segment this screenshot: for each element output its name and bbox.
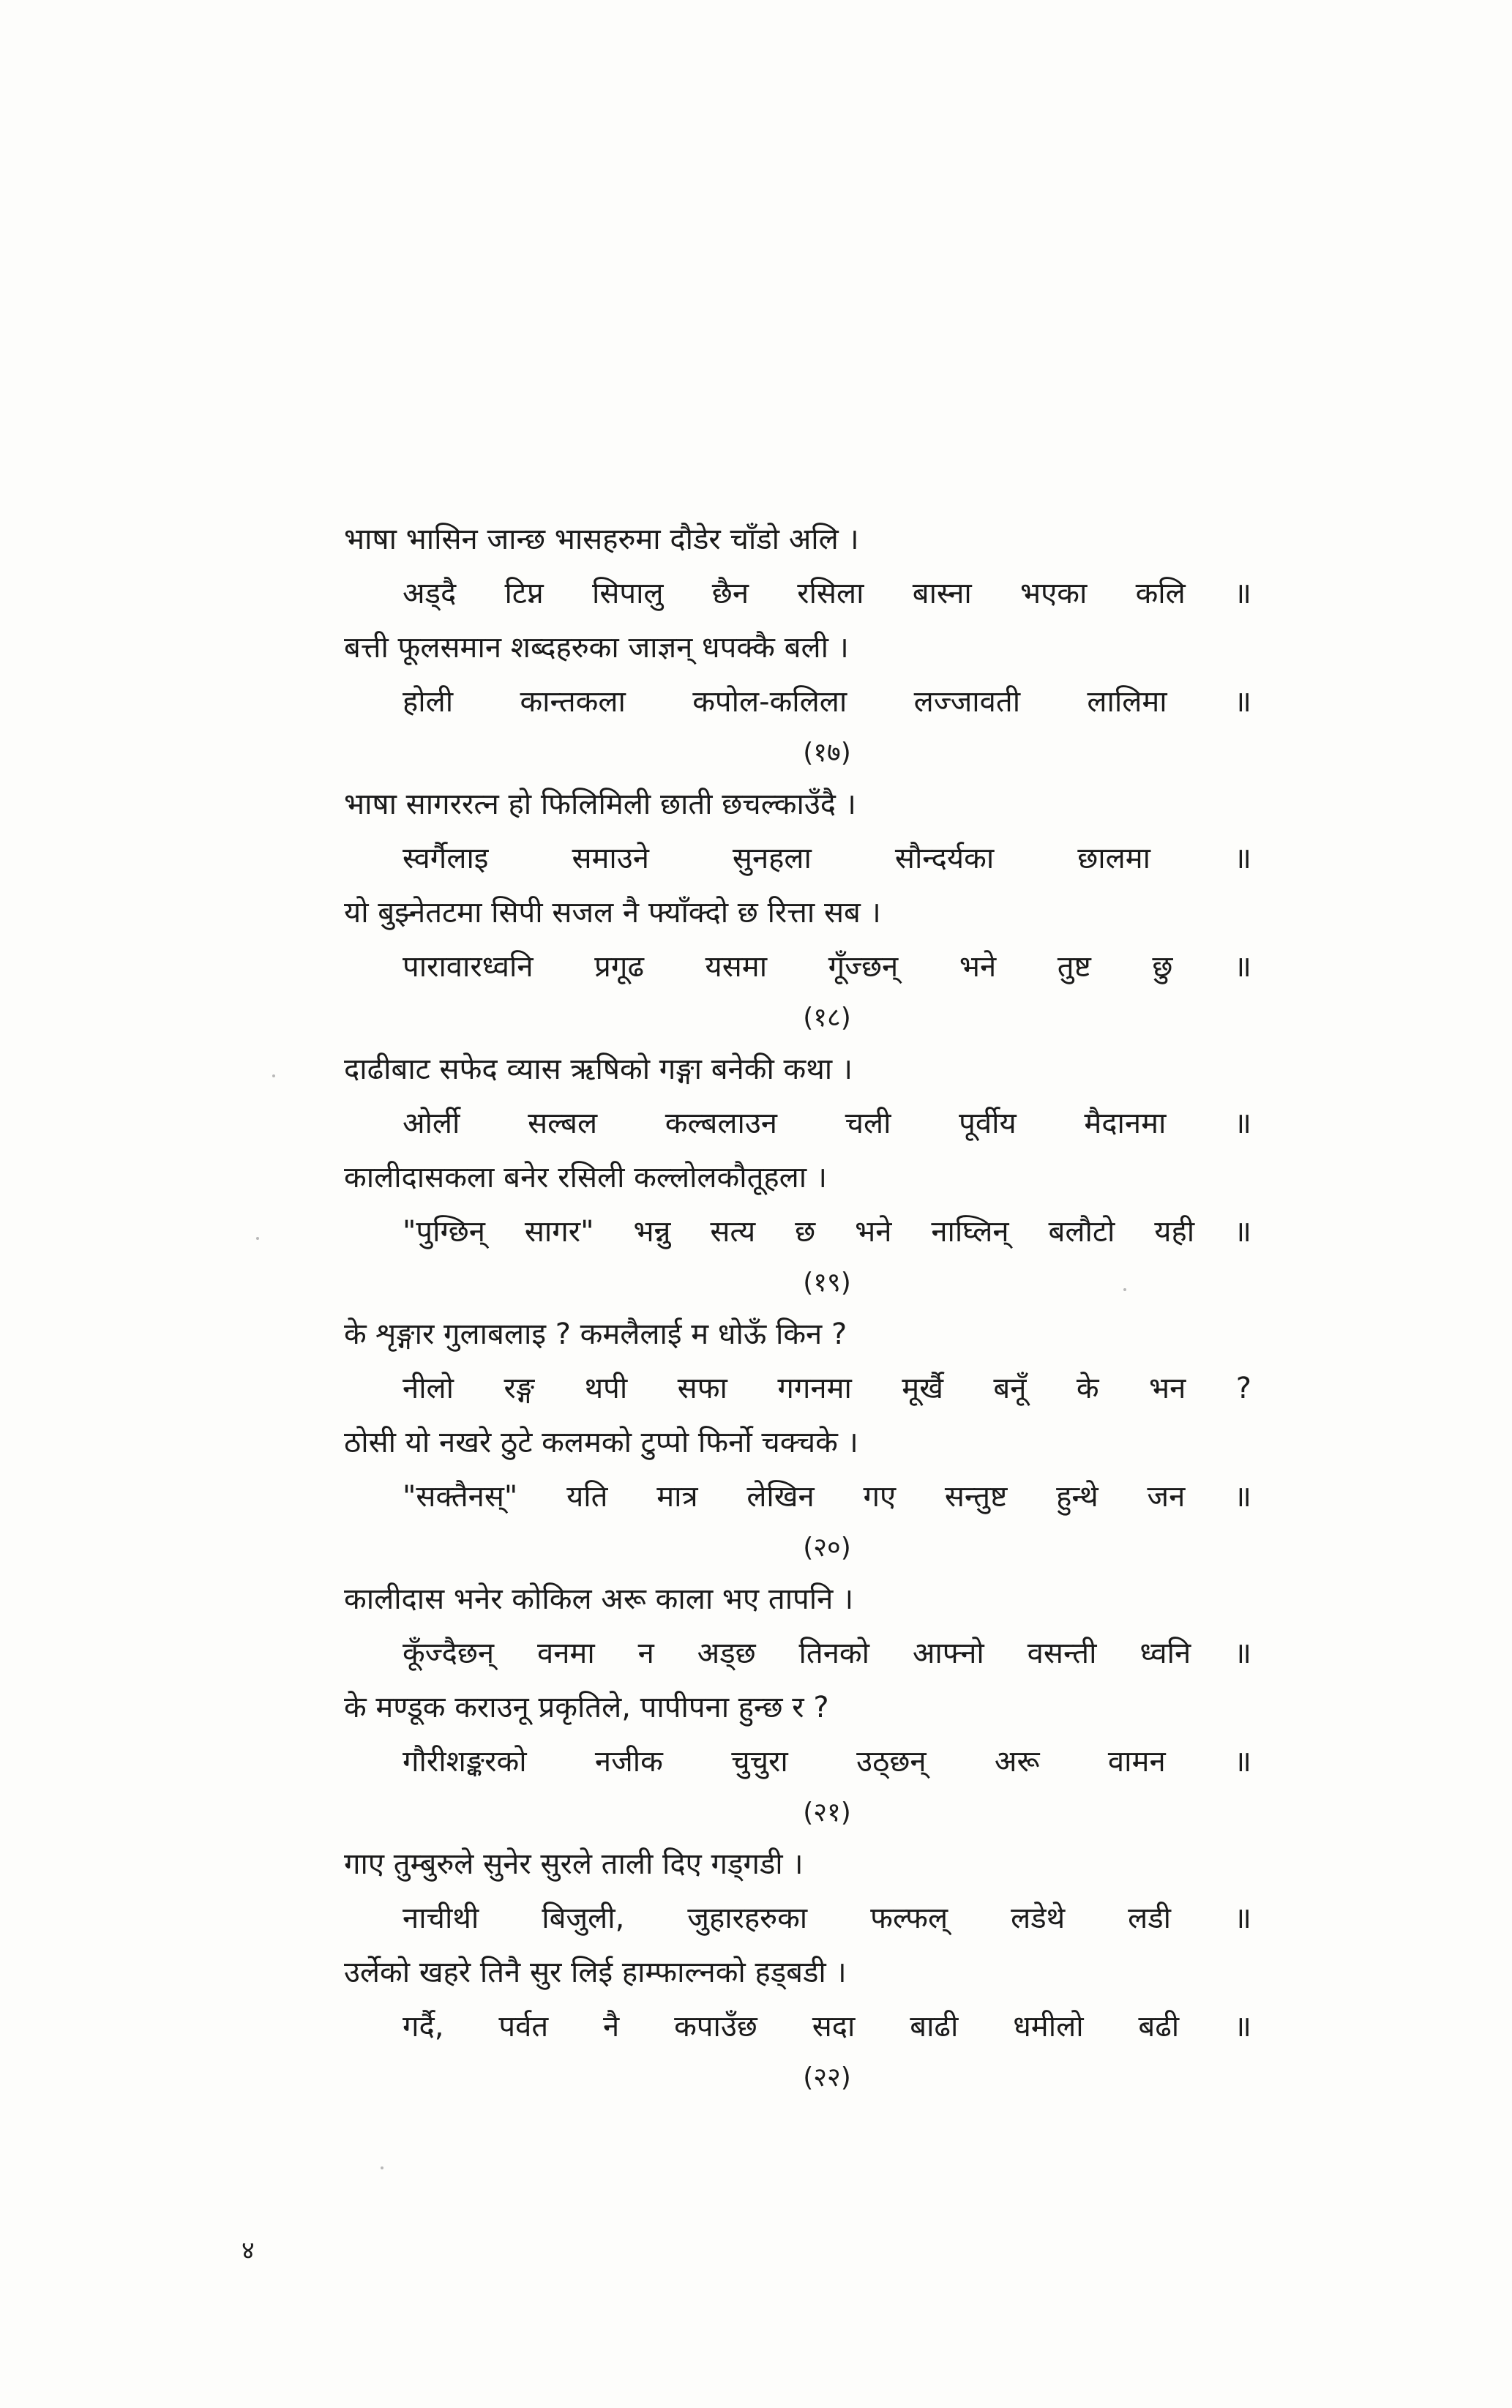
verse-line: "सक्तैनस्" यति मात्र लेखिन गए सन्तुष्ट हुन्थे जन ॥ <box>403 1480 1251 1514</box>
verse-line: दाढीबाट सफेद व्यास ऋषिको गङ्गा बनेकी कथा । <box>344 1052 853 1086</box>
verse-line: ठोसी यो नखरे ठुटे कलमको टुप्पो फिर्नो चक्चके । <box>344 1426 858 1459</box>
verse-line: होली कान्तकला कपोल-कलिला लज्जावती लालिमा ॥ <box>403 685 1251 719</box>
verse-line: बत्ती फूलसमान शब्दहरुका जाज्ञन् धपक्कै बली । <box>344 631 849 665</box>
scan-speck <box>256 1237 259 1240</box>
stanza-number: (२१) <box>803 1798 851 1828</box>
stanza-number: (१८) <box>803 1003 851 1033</box>
verse-line: कालीदास भनेर कोकिल अरू काला भए तापनि । <box>344 1582 854 1616</box>
stanza <box>344 1837 1251 2102</box>
stanza <box>344 1307 1251 1572</box>
verse-line: यो बुझ्नेतटमा सिपी सजल नै फ्याँक्दो छ रित्ता सब । <box>344 896 881 930</box>
verse-line: के मण्डूक कराउनू प्रकृतिले, पापीपना हुन्छ र ? <box>344 1691 829 1724</box>
stanza-number: (२०) <box>803 1533 851 1563</box>
stanza-number: (२२) <box>803 2063 851 2093</box>
verse-line: नाचीथी बिजुली, जुहारहरुका फल्फल् लडेथे लडी ॥ <box>403 1902 1251 1935</box>
scan-speck <box>272 1074 275 1077</box>
verse-line: गौरीशङ्करको नजीक चुचुरा उठ्छन् अरू वामन ॥ <box>403 1745 1251 1779</box>
verse-line: भाषा सागररत्न हो फिलिमिली छाती छचल्काउँदै । <box>344 788 856 821</box>
verse-line: ओर्ली सल्बल कल्बलाउन चली पूर्वीय मैदानमा ॥ <box>403 1107 1251 1140</box>
stanza <box>344 1572 1251 1837</box>
verse-line: पारावारध्वनि प्रगूढ यसमा गूँज्छन् भने तुष्ट छु ॥ <box>403 950 1251 984</box>
verse-line: के शृङ्गार गुलाबलाइ ? कमलैलाई म धोऊँ किन ? <box>344 1317 847 1351</box>
verse-line: "पुग्छिन् सागर" भन्नु सत्य छ भने नाघ्लिन् बलौटो यही ॥ <box>403 1215 1251 1249</box>
stanza-number: (१९) <box>803 1268 851 1298</box>
stanza-number: (१७) <box>803 738 851 768</box>
verse-line: कालीदासकला बनेर रसिली कल्लोलकौतूहला । <box>344 1161 828 1194</box>
verse-line: स्वर्गैलाइ समाउने सुनहला सौन्दर्यका छालमा ॥ <box>403 842 1251 875</box>
scan-speck <box>1123 1288 1126 1291</box>
verse-line: नीलो रङ्ग थपी सफा गगनमा मूर्खै बनूँ के भन ? <box>403 1372 1251 1405</box>
verse-line: गाए तुम्बुरुले सुनेर सुरले ताली दिए गड्गडी । <box>344 1847 804 1881</box>
poem-body <box>344 512 1251 2102</box>
verse-line: भाषा भासिन जान्छ भासहरुमा दौडेर चाँडो अलि । <box>344 523 859 556</box>
stanza <box>344 777 1251 1042</box>
page-number: ४ <box>242 2236 255 2265</box>
verse-line: अड्दै टिप्न सिपालु छैन रसिला बास्ना भएका कलि ॥ <box>403 577 1251 610</box>
verse-line: गर्दै, पर्वत नै कपाउँछ सदा बाढी धमीलो बढी ॥ <box>403 2010 1251 2044</box>
stanza <box>344 512 1251 777</box>
scan-speck <box>381 2166 383 2169</box>
verse-line: उर्लेको खहरे तिनै सुर लिई हाम्फाल्नको हड्बडी । <box>344 1956 847 1989</box>
stanza <box>344 1042 1251 1307</box>
verse-line: कूँज्दैछन् वनमा न अड्छ तिनको आफ्नो वसन्ती ध्वनि ॥ <box>403 1637 1251 1670</box>
